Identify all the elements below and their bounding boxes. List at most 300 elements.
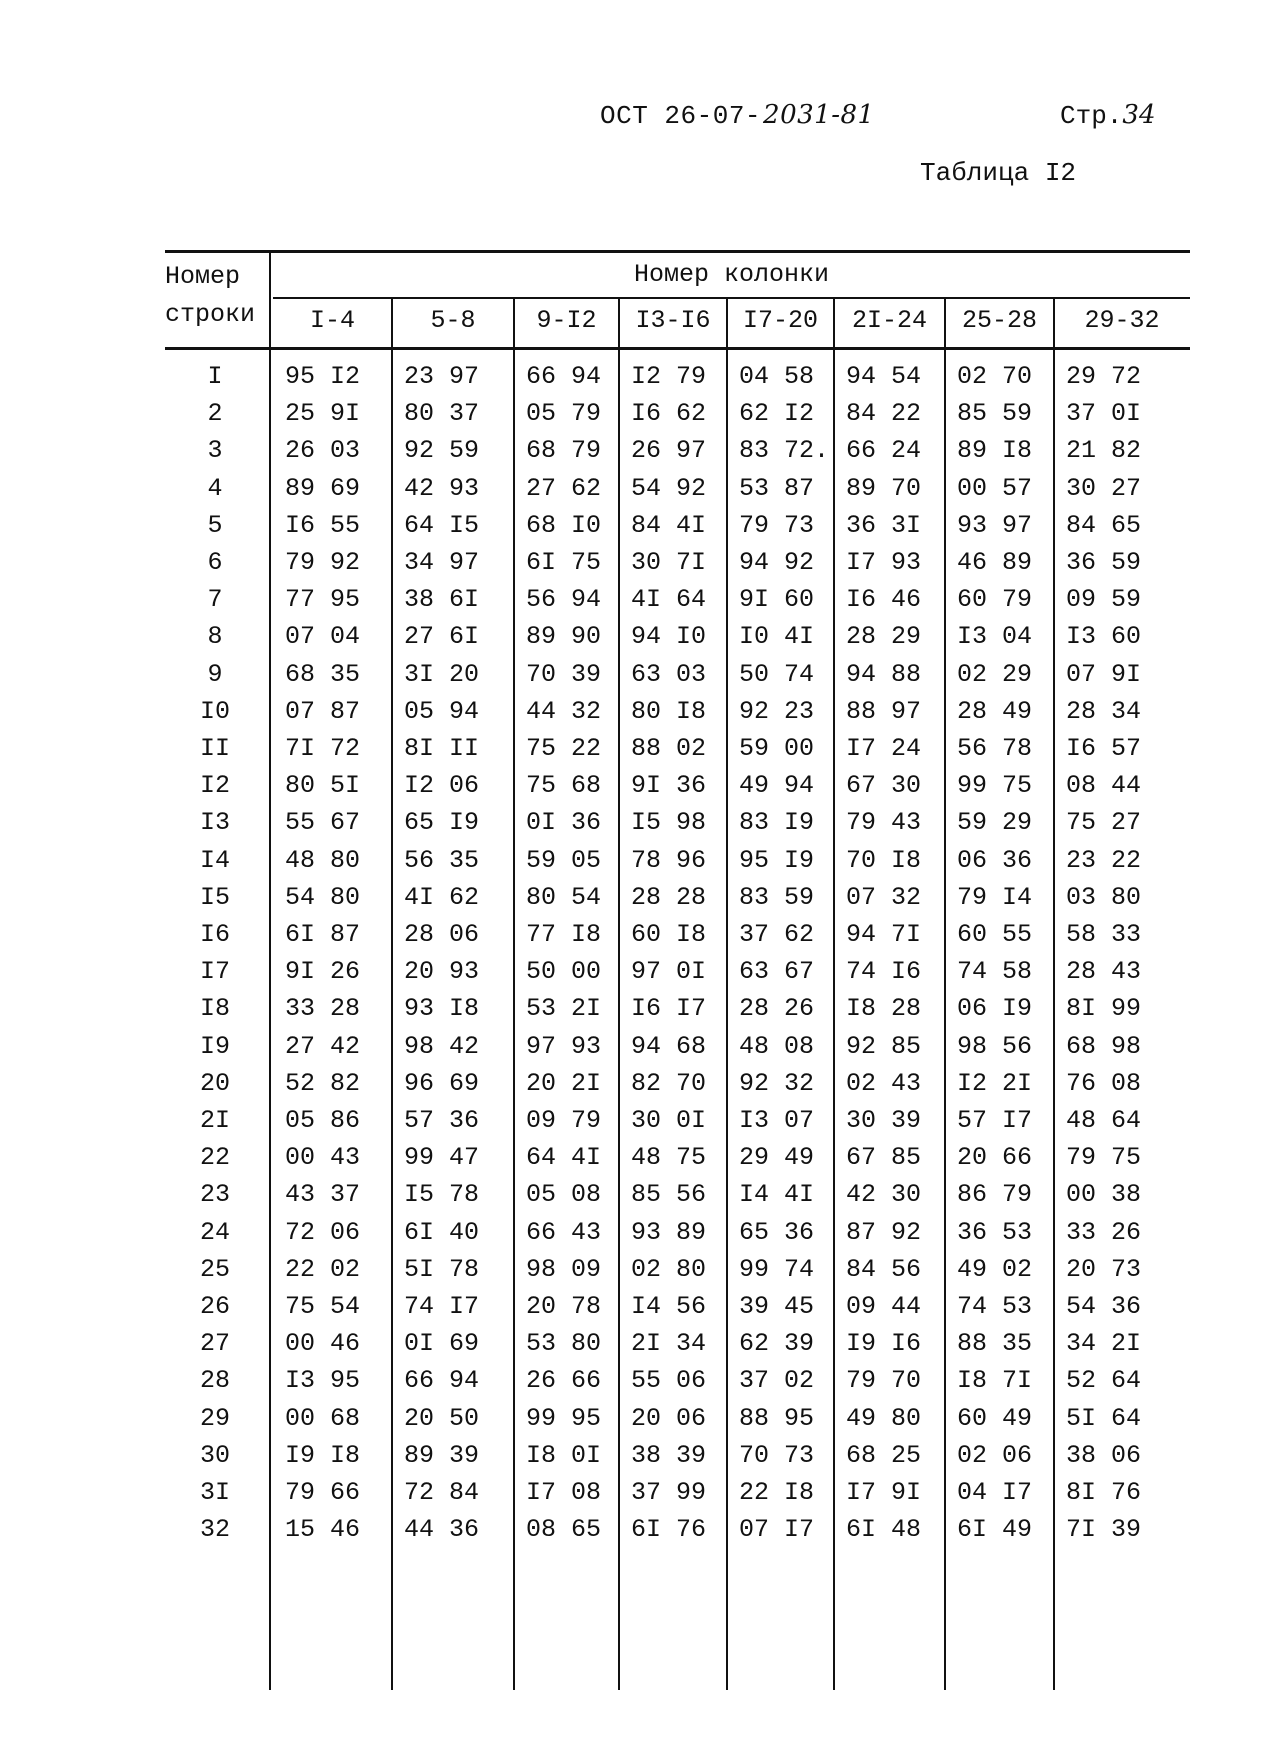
table-cell: 98 56 (957, 1031, 1033, 1061)
column-divider (833, 299, 835, 1690)
table-cell: 8I 99 (1066, 994, 1142, 1024)
table-cell: 79 92 (285, 548, 361, 577)
table-cell: 02 29 (957, 659, 1033, 689)
row-number: 2 (207, 399, 223, 429)
table-cell: I9 I8 (285, 1440, 361, 1470)
table-cell: 8I II (404, 734, 480, 763)
table-cell: 6I 48 (846, 1515, 922, 1545)
table-cell: 33 26 (1066, 1217, 1142, 1247)
table-cell: 09 79 (526, 1106, 602, 1135)
table-cell: 54 92 (631, 473, 707, 503)
column-divider (1053, 299, 1055, 1690)
table-cell: 07 32 (846, 882, 922, 912)
table-cell: 66 94 (526, 362, 602, 391)
table-cell: 63 67 (739, 957, 815, 987)
table-cell: 38 06 (1066, 1440, 1142, 1470)
table-cell: 86 79 (957, 1180, 1033, 1210)
row-number: I2 (199, 771, 230, 801)
table-cell: 09 59 (1066, 585, 1142, 615)
table-cell: 54 36 (1066, 1292, 1142, 1321)
table-cell: I4 56 (631, 1292, 707, 1321)
table-cell: 53 2I (526, 994, 602, 1024)
table-cell: 20 93 (404, 957, 480, 987)
table-cell: 4I 64 (631, 585, 707, 615)
table-cell: 64 4I (526, 1143, 602, 1173)
table-cell: 94 92 (739, 548, 815, 577)
row-number: II (199, 734, 230, 763)
document-code (600, 100, 875, 131)
row-number: 32 (199, 1515, 230, 1545)
table-cell: 99 95 (526, 1403, 602, 1433)
column-group-header: I-4 (309, 306, 355, 335)
table-cell: 99 75 (957, 771, 1033, 801)
table-cell: 74 I7 (404, 1292, 480, 1321)
table-cell: 48 64 (1066, 1106, 1142, 1135)
row-number: 4 (207, 473, 223, 503)
table-top-rule (165, 250, 1190, 253)
row-number: I3 (199, 808, 230, 838)
table-cell: 88 02 (631, 734, 707, 763)
table-cell: 09 44 (846, 1292, 922, 1321)
table-cell: 76 08 (1066, 1068, 1142, 1098)
column-divider (513, 299, 515, 1690)
row-number: 20 (199, 1068, 230, 1098)
table-cell: 48 75 (631, 1143, 707, 1173)
table-cell: 58 33 (1066, 920, 1142, 949)
table-cell: 26 66 (526, 1366, 602, 1396)
row-number: 28 (199, 1366, 230, 1396)
table-cell: 94 68 (631, 1031, 707, 1061)
table-cell: 7I 72 (285, 734, 361, 763)
column-group-header: I3-I6 (635, 306, 711, 335)
table-cell: 27 62 (526, 473, 602, 503)
table-cell: 22 02 (285, 1254, 361, 1284)
table-cell: I3 04 (957, 622, 1033, 652)
table-cell: 6I 40 (404, 1217, 480, 1247)
table-cell: 70 73 (739, 1440, 815, 1470)
table-cell: 50 74 (739, 659, 815, 689)
table-cell: 79 75 (1066, 1143, 1142, 1173)
table-cell: 74 58 (957, 957, 1033, 987)
table-cell: 6I 76 (631, 1515, 707, 1545)
table-cell: 77 I8 (526, 920, 602, 949)
table-cell: 00 46 (285, 1329, 361, 1359)
table-cell: 07 9I (1066, 659, 1142, 689)
table-cell: 36 59 (1066, 548, 1142, 577)
table-cell: 87 92 (846, 1217, 922, 1247)
table-cell: 92 59 (404, 436, 480, 466)
table-cell: 56 35 (404, 845, 480, 875)
table-cell: 02 06 (957, 1440, 1033, 1470)
page-number-handwritten: 34 (1122, 100, 1156, 130)
table-cell: 52 82 (285, 1068, 361, 1098)
row-number-divider (269, 250, 271, 1690)
page-number (1060, 100, 1156, 131)
table-cell: 46 89 (957, 548, 1033, 577)
table-cell: 38 39 (631, 1440, 707, 1470)
table-cell: 84 56 (846, 1254, 922, 1284)
row-number: 30 (199, 1440, 230, 1470)
table-cell: 55 67 (285, 808, 361, 838)
table-caption: Таблица I2 (920, 158, 1077, 188)
table-cell: 95 I2 (285, 362, 361, 391)
table-cell: I2 06 (404, 771, 480, 801)
table-cell: 88 35 (957, 1329, 1033, 1359)
table-cell: 59 29 (957, 808, 1033, 838)
table-cell: 75 22 (526, 734, 602, 763)
table-cell: 26 97 (631, 436, 707, 466)
table-cell: 30 27 (1066, 473, 1142, 503)
table-cell: 74 53 (957, 1292, 1033, 1321)
table-cell: 97 93 (526, 1031, 602, 1061)
table-cell: 50 00 (526, 957, 602, 987)
table-cell: 00 43 (285, 1143, 361, 1173)
table-cell: 52 64 (1066, 1366, 1142, 1396)
table-cell: 97 0I (631, 957, 707, 987)
table-cell: 79 I4 (957, 882, 1033, 912)
column-divider (944, 299, 946, 1690)
table-cell: 20 50 (404, 1403, 480, 1433)
table-cell: 03 80 (1066, 882, 1142, 912)
table-cell: 8I 76 (1066, 1478, 1142, 1507)
table-cell: 20 2I (526, 1068, 602, 1098)
table-cell: 72 84 (404, 1478, 480, 1507)
column-group-header: I7-20 (742, 306, 818, 335)
table-cell: I0 4I (739, 622, 815, 652)
table-cell: 33 28 (285, 994, 361, 1024)
table-cell: I6 I7 (631, 994, 707, 1024)
table-cell: 89 69 (285, 473, 361, 503)
table-cell: 79 66 (285, 1478, 361, 1507)
table-cell: 2I 34 (631, 1329, 707, 1359)
table-cell: 15 46 (285, 1515, 361, 1545)
table-cell: 99 47 (404, 1143, 480, 1173)
column-divider (391, 299, 393, 1690)
table-cell: 94 7I (846, 920, 922, 949)
table-cell: 53 87 (739, 473, 815, 503)
table-cell: 00 57 (957, 473, 1033, 503)
table-cell: 70 I8 (846, 845, 922, 875)
table-cell: I7 24 (846, 734, 922, 763)
row-number: I5 (199, 882, 230, 912)
table-cell: 3I 20 (404, 659, 480, 689)
table-cell: 9I 26 (285, 957, 361, 987)
table-cell: 79 70 (846, 1366, 922, 1396)
table-cell: 04 I7 (957, 1478, 1033, 1507)
table-cell: 66 94 (404, 1366, 480, 1396)
table-cell: 42 93 (404, 473, 480, 503)
table-cell: 63 03 (631, 659, 707, 689)
table-cell: 30 0I (631, 1106, 707, 1135)
table-cell: 44 32 (526, 696, 602, 726)
table-cell: 99 74 (739, 1254, 815, 1284)
table-cell: 96 69 (404, 1068, 480, 1098)
table-cell: 5I 64 (1066, 1403, 1142, 1433)
table-cell: 95 I9 (739, 845, 815, 875)
row-number: 27 (199, 1329, 230, 1359)
table-cell: 62 I2 (739, 399, 815, 429)
table-cell: 38 6I (404, 585, 480, 615)
row-number: 8 (207, 622, 223, 652)
table-cell: I4 4I (739, 1180, 815, 1210)
table-cell: 28 28 (631, 882, 707, 912)
table-cell: 93 89 (631, 1217, 707, 1247)
table-cell: 0I 69 (404, 1329, 480, 1359)
table-cell: I8 7I (957, 1366, 1033, 1396)
table-cell: 66 43 (526, 1217, 602, 1247)
table-cell: 84 65 (1066, 510, 1142, 540)
table-cell: 37 02 (739, 1366, 815, 1396)
table-cell: 88 95 (739, 1403, 815, 1433)
row-number: 3 (207, 436, 223, 466)
table-cell: I2 79 (631, 362, 707, 391)
table-cell: 23 97 (404, 362, 480, 391)
row-number: 23 (199, 1180, 230, 1210)
table-cell: 0I 36 (526, 808, 602, 838)
table-cell: 83 72. (739, 436, 830, 466)
table-cell: 48 80 (285, 845, 361, 875)
table-cell: 80 37 (404, 399, 480, 429)
table-cell: 62 39 (739, 1329, 815, 1359)
table-cell: 44 36 (404, 1515, 480, 1545)
table-cell: 07 87 (285, 696, 361, 726)
table-cell: 80 I8 (631, 696, 707, 726)
table-cell: 9I 36 (631, 771, 707, 801)
table-cell: 68 98 (1066, 1031, 1142, 1061)
table-cell: 94 88 (846, 659, 922, 689)
table-cell: 82 70 (631, 1068, 707, 1098)
table-cell: 27 42 (285, 1031, 361, 1061)
table-cell: I6 46 (846, 585, 922, 615)
row-number: I (207, 362, 223, 391)
table-cell: 92 85 (846, 1031, 922, 1061)
table-cell: I6 55 (285, 510, 361, 540)
table-cell: 42 30 (846, 1180, 922, 1210)
table-cell: 05 94 (404, 696, 480, 726)
table-cell: 79 73 (739, 510, 815, 540)
row-number-header (165, 258, 265, 334)
table-cell: 93 97 (957, 510, 1033, 540)
column-divider (726, 299, 728, 1690)
table-cell: 65 I9 (404, 808, 480, 838)
table-cell: 89 I8 (957, 436, 1033, 466)
table-cell: 23 22 (1066, 845, 1142, 875)
table-cell: 6I 87 (285, 920, 361, 949)
table-cell: 02 70 (957, 362, 1033, 391)
table-cell: 05 08 (526, 1180, 602, 1210)
row-number: 24 (199, 1217, 230, 1247)
table-cell: I7 9I (846, 1478, 922, 1507)
table-cell: 57 36 (404, 1106, 480, 1135)
row-number: I4 (199, 845, 230, 875)
table-cell: I3 60 (1066, 622, 1142, 652)
table-cell: I6 57 (1066, 734, 1142, 763)
table-cell: 89 39 (404, 1440, 480, 1470)
table-cell: 28 26 (739, 994, 815, 1024)
table-cell: 60 49 (957, 1403, 1033, 1433)
table-cell: 59 05 (526, 845, 602, 875)
table-cell: 75 54 (285, 1292, 361, 1321)
table-cell: 85 59 (957, 399, 1033, 429)
table-cell: 75 27 (1066, 808, 1142, 838)
table-cell: 98 42 (404, 1031, 480, 1061)
table-cell: 08 65 (526, 1515, 602, 1545)
table-cell: 80 5I (285, 771, 361, 801)
table-cell: I3 07 (739, 1106, 815, 1135)
table-cell: 77 95 (285, 585, 361, 615)
table-cell: 66 24 (846, 436, 922, 466)
table-cell: 49 02 (957, 1254, 1033, 1284)
row-number: I8 (199, 994, 230, 1024)
table-cell: 7I 39 (1066, 1515, 1142, 1545)
column-group-header: 29-32 (1084, 306, 1160, 335)
table-cell: 34 97 (404, 548, 480, 577)
table-cell: I5 98 (631, 808, 707, 838)
table-cell: 36 3I (846, 510, 922, 540)
table-cell: I6 62 (631, 399, 707, 429)
random-number-table (165, 250, 1190, 1690)
table-cell: 68 35 (285, 659, 361, 689)
table-cell: 68 79 (526, 436, 602, 466)
table-cell: 56 94 (526, 585, 602, 615)
row-number: 2I (199, 1106, 230, 1135)
document-code-handwritten: 2031-81 (763, 100, 875, 130)
table-cell: 28 34 (1066, 696, 1142, 726)
table-cell: 88 97 (846, 696, 922, 726)
column-group-header: 25-28 (961, 306, 1037, 335)
table-cell: 4I 62 (404, 882, 480, 912)
table-cell: 07 04 (285, 622, 361, 652)
table-cell: 89 70 (846, 473, 922, 503)
column-group-header: 5-8 (430, 306, 476, 335)
table-cell: I7 08 (526, 1478, 602, 1507)
table-cell: 26 03 (285, 436, 361, 466)
table-cell: 70 39 (526, 659, 602, 689)
table-cell: 00 68 (285, 1403, 361, 1433)
table-cell: 30 7I (631, 548, 707, 577)
row-number: I9 (199, 1031, 230, 1061)
table-cell: I5 78 (404, 1180, 480, 1210)
table-cell: 84 4I (631, 510, 707, 540)
table-cell: 54 80 (285, 882, 361, 912)
row-header-line-1: Номер (165, 262, 241, 291)
table-cell: 57 I7 (957, 1106, 1033, 1135)
row-number: I7 (199, 957, 230, 987)
table-cell: 05 79 (526, 399, 602, 429)
table-cell: 04 58 (739, 362, 815, 391)
table-cell: 5I 78 (404, 1254, 480, 1284)
row-number: 26 (199, 1292, 230, 1321)
table-cell: 79 43 (846, 808, 922, 838)
table-cell: 83 59 (739, 882, 815, 912)
table-cell: 49 94 (739, 771, 815, 801)
table-cell: 67 30 (846, 771, 922, 801)
table-cell: 36 53 (957, 1217, 1033, 1247)
table-cell: 05 86 (285, 1106, 361, 1135)
table-cell: 20 73 (1066, 1254, 1142, 1284)
row-number: 7 (207, 585, 223, 615)
table-cell: 37 62 (739, 920, 815, 949)
table-cell: I8 0I (526, 1440, 602, 1470)
table-cell: 92 23 (739, 696, 815, 726)
column-group-header: 2I-24 (851, 306, 927, 335)
table-cell: 49 80 (846, 1403, 922, 1433)
table-cell: 93 I8 (404, 994, 480, 1024)
table-cell: 27 6I (404, 622, 480, 652)
row-number: I6 (199, 920, 230, 949)
table-cell: 59 00 (739, 734, 815, 763)
table-cell: 84 22 (846, 399, 922, 429)
table-cell: 20 66 (957, 1143, 1033, 1173)
table-cell: 60 79 (957, 585, 1033, 615)
table-cell: 75 68 (526, 771, 602, 801)
table-cell: 64 I5 (404, 510, 480, 540)
table-cell: 25 9I (285, 399, 361, 429)
table-cell: 28 43 (1066, 957, 1142, 987)
table-cell: 92 32 (739, 1068, 815, 1098)
table-cell: 72 06 (285, 1217, 361, 1247)
table-cell: 30 39 (846, 1106, 922, 1135)
document-code-typed: ОСТ 26-07- (600, 101, 762, 131)
table-cell: 48 08 (739, 1031, 815, 1061)
row-number: 6 (207, 548, 223, 577)
table-cell: 80 54 (526, 882, 602, 912)
table-cell: 94 I0 (631, 622, 707, 652)
table-cell: 20 78 (526, 1292, 602, 1321)
table-cell: 56 78 (957, 734, 1033, 763)
table-cell: 28 29 (846, 622, 922, 652)
table-cell: 43 37 (285, 1180, 361, 1210)
row-number: 25 (199, 1254, 230, 1284)
table-cell: 37 0I (1066, 399, 1142, 429)
table-cell: 20 06 (631, 1403, 707, 1433)
table-cell: 02 80 (631, 1254, 707, 1284)
row-number: 5 (207, 510, 223, 540)
header-bottom-rule (165, 347, 1190, 350)
table-cell: 21 82 (1066, 436, 1142, 466)
table-cell: 53 80 (526, 1329, 602, 1359)
table-cell: 07 I7 (739, 1515, 815, 1545)
table-cell: 67 85 (846, 1143, 922, 1173)
table-cell: 98 09 (526, 1254, 602, 1284)
table-cell: I8 28 (846, 994, 922, 1024)
table-cell: I9 I6 (846, 1329, 922, 1359)
table-cell: 08 44 (1066, 771, 1142, 801)
table-cell: 39 45 (739, 1292, 815, 1321)
table-cell: 00 38 (1066, 1180, 1142, 1210)
column-number-header: Номер колонки (633, 260, 830, 289)
table-cell: 83 I9 (739, 808, 815, 838)
table-cell: 68 25 (846, 1440, 922, 1470)
table-cell: 55 06 (631, 1366, 707, 1396)
row-number: 3I (199, 1478, 230, 1507)
table-cell: 28 06 (404, 920, 480, 949)
table-cell: 85 56 (631, 1180, 707, 1210)
row-number: 22 (199, 1143, 230, 1173)
row-header-line-2: строки (165, 300, 256, 329)
table-cell: 60 I8 (631, 920, 707, 949)
table-cell: 6I 75 (526, 548, 602, 577)
column-divider (618, 299, 620, 1690)
table-cell: I2 2I (957, 1068, 1033, 1098)
table-cell: 9I 60 (739, 585, 815, 615)
column-group-header: 9-I2 (536, 306, 597, 335)
table-cell: 34 2I (1066, 1329, 1142, 1359)
table-cell: 78 96 (631, 845, 707, 875)
table-cell: 65 36 (739, 1217, 815, 1247)
row-number: I0 (199, 696, 230, 726)
table-cell: 06 I9 (957, 994, 1033, 1024)
